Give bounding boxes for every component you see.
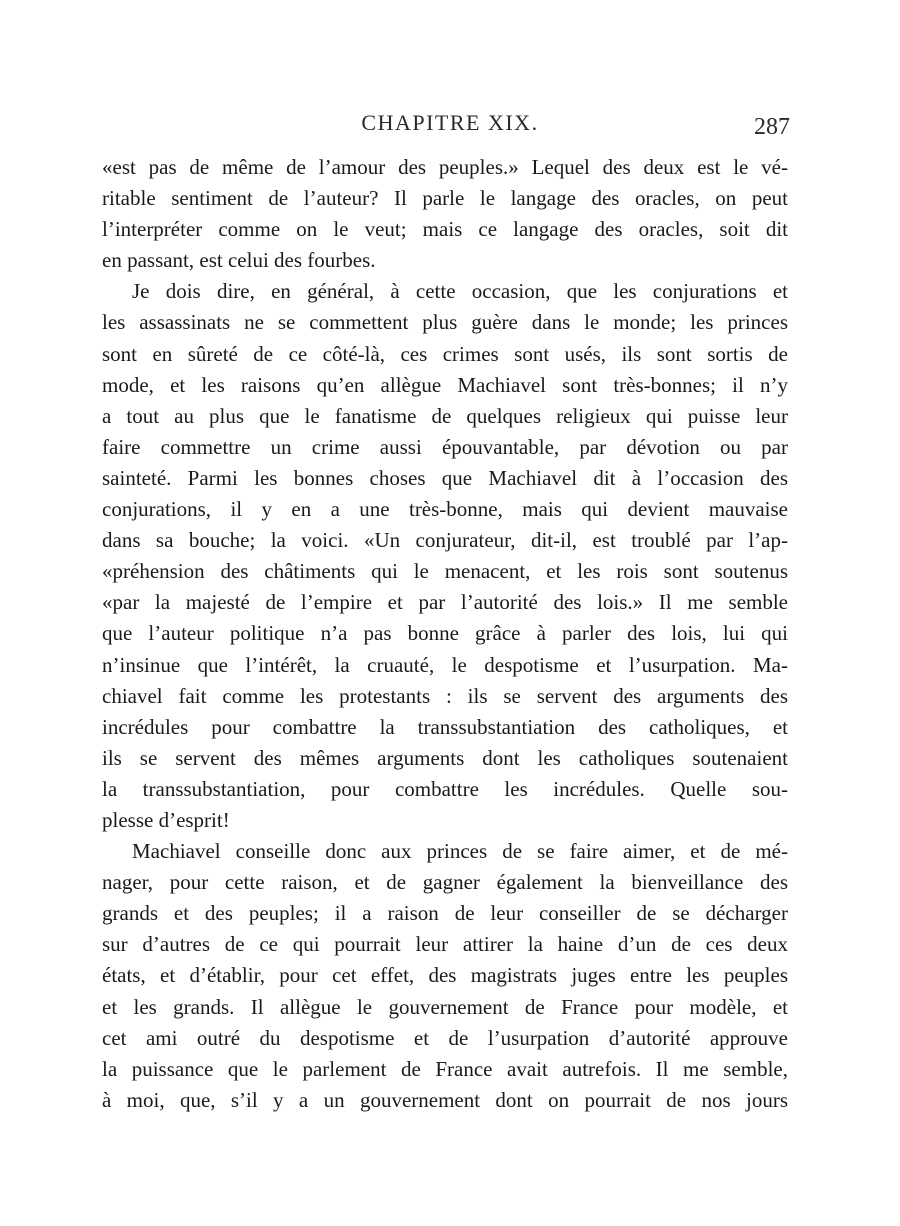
body-text (102, 152, 788, 1116)
text-line: «par la majesté de l’empire et par l’autorité des lois.» Il me semble (102, 590, 788, 615)
text-line: sainteté. Parmi les bonnes choses que Machiavel dit à l’occasion des (102, 465, 788, 490)
text-line: «est pas de même de l’amour des peuples.» Lequel des deux est le vé- (102, 155, 788, 179)
text-line: plesse d’esprit! (102, 807, 230, 832)
text-line: et les grands. Il allègue le gouvernement de France pour modèle, et (102, 994, 788, 1019)
text-line: sont en sûreté de ce côté-là, ces crimes sont usés, ils sont sortis de (102, 341, 788, 366)
text-line: états, et d’établir, pour cet effet, des magistrats juges entre les peuples (102, 963, 788, 988)
text-line: sur d’autres de ce qui pourrait leur attirer la haine d’un de ces deux (102, 932, 788, 957)
text-line: la transsubstantiation, pour combattre les incrédules. Quelle sou- (102, 776, 788, 801)
text-line: grands et des peuples; il a raison de leur conseiller de se décharger (102, 901, 788, 926)
text-line: mode, et les raisons qu’en allègue Machiavel sont très-bonnes; il n’y (102, 372, 788, 397)
running-head (0, 108, 900, 142)
text-line: chiavel fait comme les protestants : ils se servent des arguments des (102, 683, 788, 708)
text-line: en passant, est celui des fourbes. (102, 248, 376, 273)
page-number: 287 (754, 114, 790, 140)
text-line: dans sa bouche; la voici. «Un conjurateur, dit-il, est troublé par l’ap- (102, 528, 788, 553)
chapter-title: CHAPITRE XIX. (361, 110, 539, 135)
text-line: la puissance que le parlement de France avait autrefois. Il me semble, (102, 1056, 788, 1081)
text-line: ritable sentiment de l’auteur? Il parle le langage des oracles, on peut (102, 186, 788, 211)
text-line: faire commettre un crime aussi épouvantable, par dévotion ou par (102, 434, 788, 459)
text-line: Machiavel conseille donc aux princes de se faire aimer, et de mé- (132, 839, 788, 864)
text-line: l’interpréter comme on le veut; mais ce langage des oracles, soit dit (102, 217, 788, 242)
text-line: n’insinue que l’intérêt, la cruauté, le despotisme et l’usurpation. Ma- (102, 652, 788, 677)
text-line: les assassinats ne se commettent plus guère dans le monde; les princes (102, 310, 788, 335)
text-line: nager, pour cette raison, et de gagner également la bienveillance des (102, 870, 788, 895)
text-line: ils se servent des mêmes arguments dont les catholiques soutenaient (102, 745, 788, 770)
text-line: que l’auteur politique n’a pas bonne grâce à parler des lois, lui qui (102, 621, 788, 646)
text-line: Je dois dire, en général, à cette occasion, que les conjurations et (132, 279, 788, 304)
text-line: «préhension des châtiments qui le menacent, et les rois sont soutenus (102, 559, 788, 584)
text-line: à moi, que, s’il y a un gouvernement dont on pourrait de nos jours (102, 1087, 788, 1112)
text-line: a tout au plus que le fanatisme de quelques religieux qui puisse leur (102, 403, 788, 428)
text-line: incrédules pour combattre la transsubstantiation des catholiques, et (102, 714, 788, 739)
text-line: cet ami outré du despotisme et de l’usurpation d’autorité approuve (102, 1025, 788, 1050)
text-line: conjurations, il y en a une très-bonne, mais qui devient mauvaise (102, 497, 788, 522)
